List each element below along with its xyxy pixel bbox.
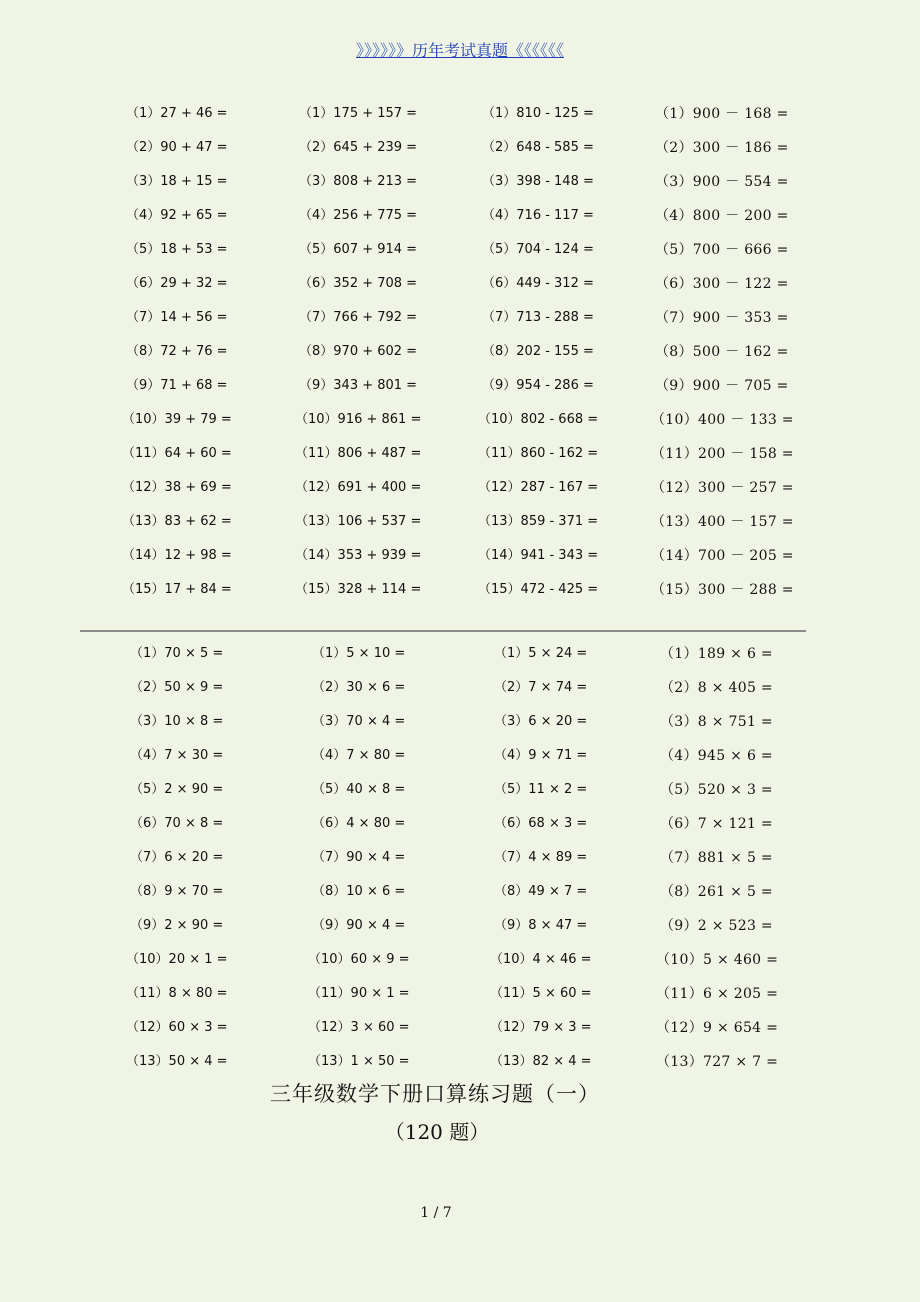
problem-item: （11）90 × 1 = xyxy=(308,986,410,1001)
problem-item: （7）881 × 5 = xyxy=(660,850,773,866)
problem-row xyxy=(0,739,920,773)
problem-item: （10）400 － 133 = xyxy=(651,412,794,428)
problem-item: （3）18 + 15 = xyxy=(126,174,228,189)
problem-item: （6）300 － 122 = xyxy=(655,276,789,292)
problem-item: （7）900 － 353 = xyxy=(655,310,789,326)
problem-item: （13）106 + 537 = xyxy=(295,514,422,529)
problem-item: （11）8 × 80 = xyxy=(126,986,228,1001)
problem-row xyxy=(0,807,920,841)
problem-item: （1）189 × 6 = xyxy=(660,646,773,662)
problem-item: （4）92 + 65 = xyxy=(126,208,228,223)
problem-item: （9）2 × 523 = xyxy=(660,918,773,934)
problem-item: （1）70 × 5 = xyxy=(130,646,224,661)
problem-item: （13）859 - 371 = xyxy=(478,514,599,529)
problem-row xyxy=(0,335,920,369)
worksheet-title: 三年级数学下册口算练习题（一） xyxy=(270,1082,600,1106)
problem-row xyxy=(0,539,920,573)
problem-item: （5）700 － 666 = xyxy=(655,242,789,258)
problem-item: （9）2 × 90 = xyxy=(130,918,224,933)
problem-row xyxy=(0,199,920,233)
problem-item: （12）9 × 654 = xyxy=(656,1020,779,1036)
problem-item: （1）5 × 24 = xyxy=(494,646,588,661)
problem-row xyxy=(0,671,920,705)
problem-item: （2）90 + 47 = xyxy=(126,140,228,155)
problem-item: （12）3 × 60 = xyxy=(308,1020,410,1035)
problem-row xyxy=(0,131,920,165)
problem-item: （1）27 + 46 = xyxy=(126,106,228,121)
problem-row xyxy=(0,573,920,607)
problem-item: （4）7 × 80 = xyxy=(312,748,406,763)
problem-item: （10）4 × 46 = xyxy=(490,952,592,967)
problem-item: （6）449 - 312 = xyxy=(482,276,594,291)
problem-item: （8）9 × 70 = xyxy=(130,884,224,899)
problem-item: （10）39 + 79 = xyxy=(122,412,232,427)
problem-item: （9）900 － 705 = xyxy=(655,378,789,394)
problem-item: （3）70 × 4 = xyxy=(312,714,406,729)
problem-item: （4）9 × 71 = xyxy=(494,748,588,763)
problem-item: （8）202 - 155 = xyxy=(482,344,594,359)
problem-row xyxy=(0,301,920,335)
problem-item: （11）6 × 205 = xyxy=(656,986,779,1002)
problem-item: （14）12 + 98 = xyxy=(122,548,232,563)
problem-row xyxy=(0,943,920,977)
problem-item: （7）766 + 792 = xyxy=(299,310,418,325)
problem-item: （5）2 × 90 = xyxy=(130,782,224,797)
problem-item: （9）954 - 286 = xyxy=(482,378,594,393)
problem-item: （8）500 － 162 = xyxy=(655,344,789,360)
problem-item: （11）806 + 487 = xyxy=(295,446,422,461)
problem-item: （5）607 + 914 = xyxy=(299,242,418,257)
page-number: 1 / 7 xyxy=(420,1205,452,1221)
header-link[interactable]: 》》》》》》历年考试真题《《《《《《 xyxy=(355,41,564,60)
problem-item: （6）352 + 708 = xyxy=(299,276,418,291)
problem-item: （13）83 + 62 = xyxy=(122,514,232,529)
problem-item: （15）472 - 425 = xyxy=(478,582,599,597)
problem-row xyxy=(0,403,920,437)
problem-item: （4）945 × 6 = xyxy=(660,748,773,764)
problem-item: （1）810 - 125 = xyxy=(482,106,594,121)
problem-item: （11）200 － 158 = xyxy=(651,446,794,462)
problem-item: （2）7 × 74 = xyxy=(494,680,588,695)
problem-item: （2）8 × 405 = xyxy=(660,680,773,696)
problem-item: （13）1 × 50 = xyxy=(308,1054,410,1069)
problem-row xyxy=(0,97,920,131)
problem-item: （10）802 - 668 = xyxy=(478,412,599,427)
problem-item: （11）5 × 60 = xyxy=(490,986,592,1001)
problem-item: （8）49 × 7 = xyxy=(494,884,588,899)
problem-row xyxy=(0,437,920,471)
problem-item: （6）70 × 8 = xyxy=(130,816,224,831)
problem-row xyxy=(0,165,920,199)
problem-item: （8）72 + 76 = xyxy=(126,344,228,359)
problem-item: （2）648 - 585 = xyxy=(482,140,594,155)
problem-item: （6）68 × 3 = xyxy=(494,816,588,831)
problem-row xyxy=(0,471,920,505)
problem-item: （14）941 - 343 = xyxy=(478,548,599,563)
section-divider xyxy=(80,630,806,632)
problem-item: （15）17 + 84 = xyxy=(122,582,232,597)
problem-item: （2）300 － 186 = xyxy=(655,140,789,156)
problem-item: （15）328 + 114 = xyxy=(295,582,422,597)
problem-item: （2）645 + 239 = xyxy=(299,140,418,155)
problem-item: （14）353 + 939 = xyxy=(295,548,422,563)
problem-item: （10）916 + 861 = xyxy=(295,412,422,427)
problem-item: （4）256 + 775 = xyxy=(299,208,418,223)
problem-item: （5）704 - 124 = xyxy=(482,242,594,257)
problem-item: （11）64 + 60 = xyxy=(122,446,232,461)
problem-item: （10）20 × 1 = xyxy=(126,952,228,967)
problem-row xyxy=(0,909,920,943)
problem-item: （2）50 × 9 = xyxy=(130,680,224,695)
problem-item: （7）14 + 56 = xyxy=(126,310,228,325)
problem-row xyxy=(0,637,920,671)
problem-item: （8）261 × 5 = xyxy=(660,884,773,900)
problem-item: （15）300 － 288 = xyxy=(651,582,794,598)
problem-item: （5）40 × 8 = xyxy=(312,782,406,797)
problem-item: （14）700 － 205 = xyxy=(651,548,794,564)
problem-row xyxy=(0,369,920,403)
problem-row xyxy=(0,233,920,267)
problem-item: （3）10 × 8 = xyxy=(130,714,224,729)
problem-item: （4）7 × 30 = xyxy=(130,748,224,763)
problem-item: （12）60 × 3 = xyxy=(126,1020,228,1035)
problem-item: （13）727 × 7 = xyxy=(656,1054,779,1070)
problem-item: （3）6 × 20 = xyxy=(494,714,588,729)
problem-item: （12）691 + 400 = xyxy=(295,480,422,495)
problem-item: （12）79 × 3 = xyxy=(490,1020,592,1035)
problem-item: （9）90 × 4 = xyxy=(312,918,406,933)
problem-item: （8）10 × 6 = xyxy=(312,884,406,899)
problem-item: （2）30 × 6 = xyxy=(312,680,406,695)
problem-item: （7）713 - 288 = xyxy=(482,310,594,325)
problem-item: （10）60 × 9 = xyxy=(308,952,410,967)
problem-item: （13）400 － 157 = xyxy=(651,514,794,530)
problem-item: （10）5 × 460 = xyxy=(656,952,779,968)
problem-row xyxy=(0,841,920,875)
problem-item: （5）520 × 3 = xyxy=(660,782,773,798)
problem-row xyxy=(0,875,920,909)
problem-item: （12）287 - 167 = xyxy=(478,480,599,495)
problem-item: （3）398 - 148 = xyxy=(482,174,594,189)
problem-item: （4）800 － 200 = xyxy=(655,208,789,224)
problem-row xyxy=(0,705,920,739)
problem-item: （4）716 - 117 = xyxy=(482,208,594,223)
problem-row xyxy=(0,1045,920,1079)
problem-row xyxy=(0,1011,920,1045)
problem-row xyxy=(0,977,920,1011)
problem-item: （7）4 × 89 = xyxy=(494,850,588,865)
problem-item: （9）8 × 47 = xyxy=(494,918,588,933)
problem-item: （6）29 + 32 = xyxy=(126,276,228,291)
problem-item: （3）900 － 554 = xyxy=(655,174,789,190)
problem-item: （9）71 + 68 = xyxy=(126,378,228,393)
problem-item: （7）6 × 20 = xyxy=(130,850,224,865)
problem-item: （12）38 + 69 = xyxy=(122,480,232,495)
problem-item: （13）82 × 4 = xyxy=(490,1054,592,1069)
problem-item: （1）5 × 10 = xyxy=(312,646,406,661)
problem-row xyxy=(0,773,920,807)
problem-item: （5）11 × 2 = xyxy=(494,782,588,797)
problem-item: （1）900 － 168 = xyxy=(655,106,789,122)
problem-item: （3）808 + 213 = xyxy=(299,174,418,189)
problem-item: （8）970 + 602 = xyxy=(299,344,418,359)
problem-item: （7）90 × 4 = xyxy=(312,850,406,865)
problem-row xyxy=(0,267,920,301)
problem-item: （9）343 + 801 = xyxy=(299,378,418,393)
problem-item: （5）18 + 53 = xyxy=(126,242,228,257)
problem-item: （6）4 × 80 = xyxy=(312,816,406,831)
problem-row xyxy=(0,505,920,539)
problem-item: （13）50 × 4 = xyxy=(126,1054,228,1069)
worksheet-subtitle: （120 题） xyxy=(384,1120,490,1144)
problem-item: （6）7 × 121 = xyxy=(660,816,773,832)
problem-item: （11）860 - 162 = xyxy=(478,446,599,461)
problem-item: （1）175 + 157 = xyxy=(299,106,418,121)
problem-item: （3）8 × 751 = xyxy=(660,714,773,730)
problem-item: （12）300 － 257 = xyxy=(651,480,794,496)
